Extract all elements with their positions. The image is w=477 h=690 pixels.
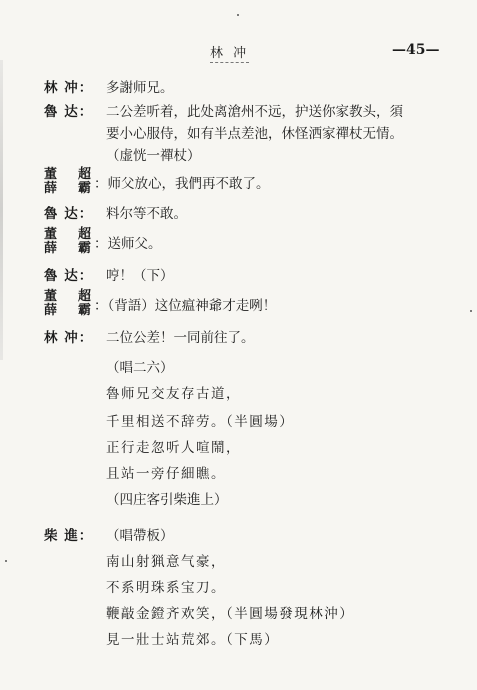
verse-line: 且站一旁仔細瞧。 — [106, 466, 226, 482]
speaker-char: 霸 — [78, 303, 92, 318]
speaker-stack-right — [78, 228, 91, 256]
speaker-char: 董 — [44, 167, 58, 182]
stage-direction: （唱二六） — [106, 360, 174, 376]
dialogue-text: ：送师父。 — [94, 236, 162, 252]
verse-line: 千里相送不辞劳。（半圓場） — [106, 414, 295, 430]
speaker-char: 薛 — [44, 303, 58, 318]
speaker-char: 超 — [78, 227, 92, 242]
speaker-char: 超 — [78, 289, 92, 304]
speaker-char: 霸 — [78, 181, 92, 196]
speaker-stack-left — [44, 290, 57, 318]
dialogue-text: 二公差听着，此处离滄州不远，护送你家教头，須 — [106, 104, 403, 120]
speaker-char: 霸 — [78, 241, 92, 256]
speaker-label: 林 冲： — [44, 80, 94, 96]
dialogue-text: 料尔等不敢。 — [106, 206, 187, 222]
speaker-char: 薛 — [44, 181, 58, 196]
speaker-char: 薛 — [44, 241, 58, 256]
dialogue-continuation: 要小心服侍，如有半点差池，休怪洒家禪杖无情。 — [106, 126, 403, 142]
speaker-stack-right — [78, 290, 91, 318]
page-header-title: 林 冲 — [210, 42, 249, 63]
ink-speck — [237, 14, 239, 16]
verse-line: 見一壯士站荒郊。（下馬） — [106, 632, 280, 648]
ink-speck — [470, 310, 472, 312]
stage-direction: （四庄客引柴進上） — [106, 492, 228, 508]
speaker-label: 魯 达： — [44, 268, 94, 284]
page-edge-shadow — [0, 60, 3, 360]
speaker-stack-left — [44, 168, 57, 196]
dialogue-text: 二位公差！一同前往了。 — [106, 330, 255, 346]
verse-line: 南山射猟意气豪， — [106, 554, 226, 570]
page-number: —45— — [392, 42, 440, 58]
verse-line: 不系明珠系宝刀。 — [106, 580, 226, 596]
speaker-char: 董 — [44, 227, 58, 242]
speaker-stack-right — [78, 168, 91, 196]
speaker-char: 超 — [78, 167, 92, 182]
dialogue-text: ：师父放心，我們再不敢了。 — [94, 176, 270, 192]
verse-line: 正行走忽听人喧鬧， — [106, 440, 241, 456]
speaker-label: 魯 达： — [44, 104, 94, 120]
verse-line: 魯师兄交友存古道， — [106, 386, 241, 402]
dialogue-text: ：（背語）这位瘟神爺才走咧！ — [94, 298, 277, 314]
speaker-char: 董 — [44, 289, 58, 304]
stage-direction: （唱帶板） — [106, 528, 174, 544]
speaker-label: 林 冲： — [44, 330, 94, 346]
speaker-label: 魯 达： — [44, 206, 94, 222]
speaker-label: 柴 進： — [44, 528, 94, 544]
speaker-stack-left — [44, 228, 57, 256]
ink-speck — [5, 560, 7, 562]
verse-line: 鞭敲金鐙齐欢笑，（半圓場發現林沖） — [106, 606, 355, 622]
stage-direction: （虚恍一禪杖） — [106, 148, 201, 164]
dialogue-text: 多謝师兄。 — [106, 80, 174, 96]
dialogue-text: 哼！（下） — [106, 268, 174, 284]
